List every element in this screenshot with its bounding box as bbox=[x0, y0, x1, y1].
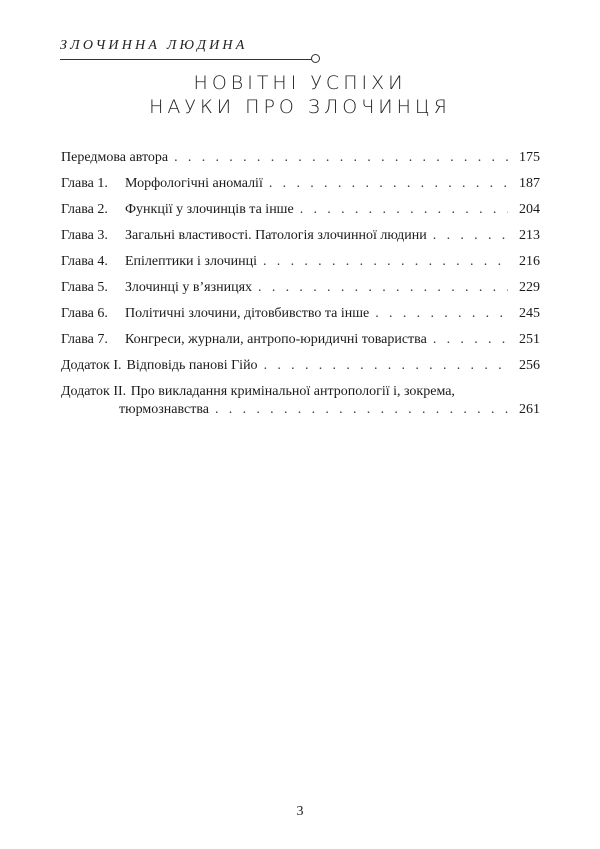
toc-entry-title: Епілептики і злочинці bbox=[125, 254, 257, 269]
toc-entry-label: Глава 7. bbox=[61, 332, 108, 347]
toc-entry-label: Глава 2. bbox=[61, 202, 108, 217]
toc-entry-title: Загальні властивості. Патологія злочинної людини bbox=[125, 228, 427, 243]
section-title-line-1: НОВІТНІ УСПІХИ bbox=[193, 72, 407, 94]
toc-leader-dots bbox=[433, 332, 508, 348]
toc-entry-page: 216 bbox=[519, 254, 540, 269]
toc-entry-label: Додаток II. bbox=[61, 384, 127, 399]
header-rule bbox=[60, 59, 312, 60]
toc-entry-chapter-3 bbox=[61, 228, 540, 244]
toc-entry-page: 261 bbox=[519, 402, 540, 417]
toc-leader-dots bbox=[264, 358, 508, 374]
toc-entry-chapter-7 bbox=[61, 332, 540, 348]
toc-leader-dots bbox=[375, 306, 508, 322]
toc-entry-page: 175 bbox=[519, 150, 540, 165]
toc-leader-dots bbox=[269, 176, 508, 192]
toc-entry-label: Додаток I. bbox=[61, 358, 122, 373]
toc-entry-appendix-2 bbox=[61, 384, 540, 418]
toc-entry-chapter-2 bbox=[61, 202, 540, 218]
toc-entry-label: Глава 6. bbox=[61, 306, 108, 321]
toc-leader-dots bbox=[263, 254, 508, 270]
toc-entry-label: Глава 3. bbox=[61, 228, 108, 243]
toc-entry-appendix-1 bbox=[61, 358, 540, 374]
toc-entry-title: Функції у злочинців та інше bbox=[125, 202, 294, 217]
toc-leader-dots bbox=[300, 202, 508, 218]
toc-entry-chapter-6 bbox=[61, 306, 540, 322]
toc-leader-dots bbox=[433, 228, 508, 244]
toc-entry-label: Передмова автора bbox=[61, 150, 169, 165]
toc-entry-title: Про викладання кримінальної антропології і, зокрема, bbox=[130, 384, 455, 399]
toc-leader-dots bbox=[174, 150, 508, 166]
running-header bbox=[60, 38, 322, 68]
running-title: ЗЛОЧИННА ЛЮДИНА bbox=[60, 38, 248, 53]
toc-entry-page: 245 bbox=[519, 306, 540, 321]
table-of-contents bbox=[61, 150, 540, 428]
toc-entry-title: Відповідь панові Гійо bbox=[126, 358, 258, 373]
toc-entry-label: Глава 1. bbox=[61, 176, 108, 191]
section-title-line-2: НАУКИ ПРО ЗЛОЧИНЦЯ bbox=[149, 96, 451, 118]
toc-entry-title: Конгреси, журнали, антропо-юридичні товариства bbox=[125, 332, 427, 347]
toc-entry-preface bbox=[61, 150, 540, 166]
toc-entry-chapter-4 bbox=[61, 254, 540, 270]
toc-entry-title-continued: тюрмознавства bbox=[119, 402, 209, 417]
page-number: 3 bbox=[296, 804, 304, 819]
toc-entry-page: 251 bbox=[519, 332, 540, 347]
toc-entry-page: 213 bbox=[519, 228, 540, 243]
toc-entry-page: 204 bbox=[519, 202, 540, 217]
header-circle-ornament bbox=[311, 54, 320, 63]
toc-entry-label: Глава 4. bbox=[61, 254, 108, 269]
toc-entry-title: Політичні злочини, дітовбивство та інше bbox=[125, 306, 370, 321]
toc-entry-label: Глава 5. bbox=[61, 280, 108, 295]
toc-entry-title: Морфологічні аномалії bbox=[125, 176, 263, 191]
toc-entry-chapter-5 bbox=[61, 280, 540, 296]
toc-entry-page: 187 bbox=[519, 176, 540, 191]
toc-entry-page: 229 bbox=[519, 280, 540, 295]
toc-leader-dots bbox=[215, 402, 508, 418]
toc-entry-chapter-1 bbox=[61, 176, 540, 192]
toc-entry-title: Злочинці у в’язницях bbox=[125, 280, 253, 295]
toc-leader-dots bbox=[258, 280, 508, 296]
toc-entry-page: 256 bbox=[519, 358, 540, 373]
